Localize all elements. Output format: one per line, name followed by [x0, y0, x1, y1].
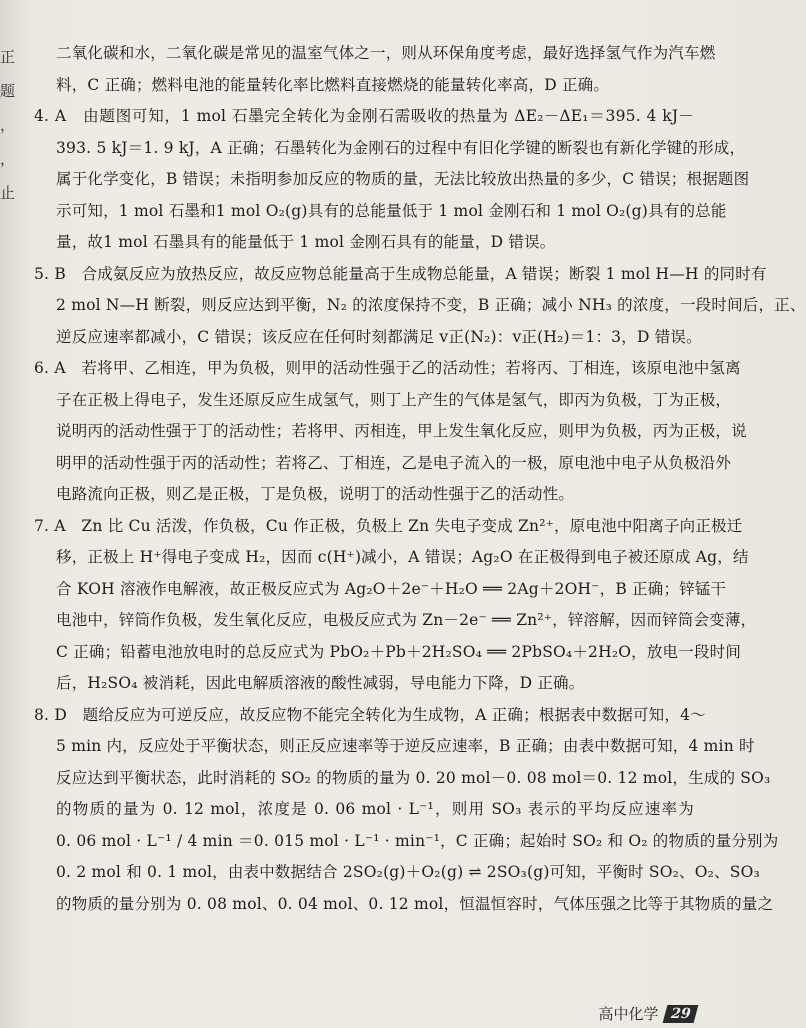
text-line: C 正确；铅蓄电池放电时的总反应式为 PbO₂＋Pb＋2H₂SO₄ ══ 2PbSO₄＋2H₂O，放电一段时间: [56, 642, 742, 661]
text-line: 8. D 题给反应为可逆反应，故反应物不能完全转化为生成物，A 正确；根据表中数据可知，4～: [34, 705, 706, 724]
margin-mark: 正: [0, 48, 16, 66]
text-line: 属于化学变化，B 错误；未指明参加反应的物质的量，无法比较放出热量的多少，C 错误；根据题图: [56, 170, 750, 188]
left-margin-marks: [0, 40, 22, 210]
text-line: 393. 5 kJ＝1. 9 kJ，A 正确；石墨转化为金刚石的过程中有旧化学键的断裂也有新化学键的形成，: [56, 138, 746, 157]
text-line: 0. 2 mol 和 0. 1 mol，由表中数据结合 2SO₂(g)＋O₂(g) ⇌ 2SO₃(g)可知，平衡时 SO₂、O₂、SO₃: [56, 863, 760, 881]
text-line: 移，正极上 H⁺得电子变成 H₂，因而 c(H⁺)减小，A 错误；Ag₂O 在正极得到电子被还原成 Ag，结: [56, 548, 749, 566]
text-line: 明甲的活动性强于丙的活动性；若将乙、丁相连，乙是电子流入的一极，原电池中电子从负极沿外: [56, 453, 732, 472]
text-line: 逆反应速率都减小，C 错误；该反应在任何时刻都满足 v正(N₂)：v正(H₂)＝1：3，D 错误。: [56, 327, 702, 346]
page-number: 29: [662, 1005, 698, 1023]
text-line: 合 KOH 溶液作电解液，故正极反应式为 Ag₂O＋2e⁻＋H₂O ══ 2Ag＋2OH⁻，B 正确；锌锰干: [56, 579, 727, 598]
text-line: 反应达到平衡状态，此时消耗的 SO₂ 的物质的量为 0. 20 mol－0. 08 mol＝0. 12 mol，生成的 SO₃: [56, 768, 771, 787]
page-footer: [599, 1003, 697, 1024]
subject-label: 高中化学: [598, 1005, 659, 1023]
text-line: 0. 06 mol · L⁻¹ / 4 min ＝0. 015 mol · L⁻¹ · min⁻¹，C 正确；起始时 SO₂ 和 O₂ 的物质的量分别为: [56, 831, 779, 850]
margin-mark: ，: [0, 150, 16, 168]
text-line: 2 mol N—H 断裂，则反应达到平衡，N₂ 的浓度保持不变，B 正确；减小 NH₃ 的浓度，一段时间后，正、: [56, 296, 806, 314]
margin-mark: 题: [0, 82, 16, 100]
text-line: 二氧化碳和水，二氧化碳是常见的温室气体之一，则从环保角度考虑，最好选择氢气作为汽车燃: [56, 44, 716, 62]
text-line: 子在正极上得电子，发生还原反应生成氢气，则丁上产生的气体是氢气，即丙为负极，丁为正极，: [56, 390, 732, 409]
text-line: 6. A 若将甲、乙相连，甲为负极，则甲的活动性强于乙的活动性；若将丙、丁相连，该原电池中氢离: [34, 359, 741, 377]
text-line: 的物质的量为 0. 12 mol，浓度是 0. 06 mol · L⁻¹，则用 SO₃ 表示的平均反应速率为: [56, 800, 694, 818]
text-line: 的物质的量分别为 0. 08 mol、0. 04 mol、0. 12 mol，恒温恒容时，气体压强之比等于其物质的量之: [56, 894, 774, 913]
text-line: 电路流向正极，则乙是正极，丁是负极，说明丁的活动性强于乙的活动性。: [56, 485, 575, 503]
text-line: 5. B 合成氨反应为放热反应，故反应物总能量高于生成物总能量，A 错误；断裂 1 mol H—H 的同时有: [34, 264, 767, 283]
text-line: 量，故1 mol 石墨具有的能量低于 1 mol 金刚石具有的能量，D 错误。: [56, 233, 556, 251]
text-line: 5 min 内，反应处于平衡状态，则正反应速率等于逆反应速率，B 正确；由表中数据可知，4 min 时: [56, 737, 755, 755]
answer-text: [34, 38, 806, 920]
text-line: 说明丙的活动性强于丁的活动性；若将甲、丙相连，甲上发生氧化反应，则甲为负极，丙为正极，说: [56, 422, 747, 440]
text-line: 料，C 正确；燃料电池的能量转化率比燃料直接燃烧的能量转化率高，D 正确。: [56, 75, 610, 94]
margin-mark: 止: [0, 184, 16, 202]
text-line: 7. A Zn 比 Cu 活泼，作负极，Cu 作正极，负极上 Zn 失电子变成 Zn²⁺，原电池中阳离子向正极迁: [34, 516, 743, 535]
text-line: 电池中，锌筒作负极，发生氧化反应，电极反应式为 Zn－2e⁻ ══ Zn²⁺，锌溶解，因而锌筒会变薄，: [56, 611, 757, 629]
margin-mark: ，: [0, 116, 16, 134]
text-line: 示可知，1 mol 石墨和1 mol O₂(g)具有的总能量低于 1 mol 金刚石和 1 mol O₂(g)具有的总能: [56, 201, 727, 220]
text-line: 4. A 由题图可知，1 mol 石墨完全转化为金刚石需吸收的热量为 ΔE₂－ΔE₁＝395. 4 kJ－: [34, 107, 694, 125]
text-line: 后，H₂SO₄ 被消耗，因此电解质溶液的酸性减弱，导电能力下降，D 正确。: [56, 674, 585, 692]
